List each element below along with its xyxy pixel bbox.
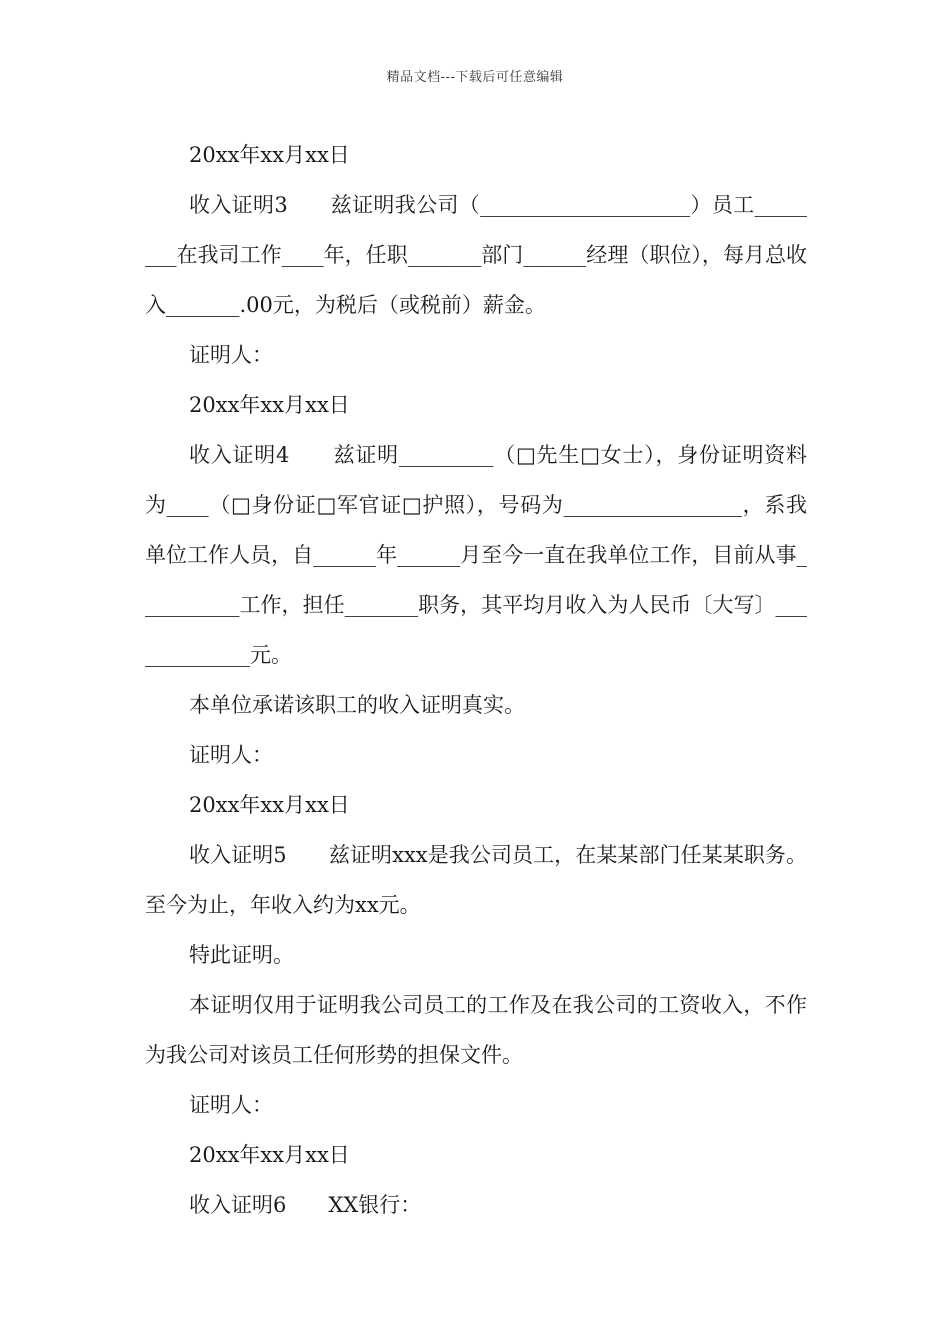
date-line: 20xx年xx月xx日 bbox=[189, 143, 350, 167]
commitment-line: 本单位承诺该职工的收入证明真实。 bbox=[189, 693, 525, 717]
income-certificate-6: 收入证明6 XX银行： bbox=[189, 1193, 422, 1217]
certifier-line: 证明人： bbox=[189, 343, 273, 367]
income-certificate-4: 收入证明4 兹证明_________（□先生□女士），身份证明资料为____（□身份证□军官证□护照），号码为_________________，系我单位工作人员，自______年______月至今一直在我单位工作，目前从事__________工作，担任_______职务，其平均月收入为人民币〔大写〕_____________元。 bbox=[145, 443, 807, 667]
income-certificate-3: 收入证明3 兹证明我公司（____________________）员工________在我司工作____年，任职_______部门______经理（职位），每月总收入_______.00元，为税后（或税前）薪金。 bbox=[145, 193, 807, 317]
date-line: 20xx年xx月xx日 bbox=[189, 393, 350, 417]
certifier-line: 证明人： bbox=[189, 1093, 273, 1117]
hereby-certify-line: 特此证明。 bbox=[189, 943, 294, 967]
page-header: 精品文档---下载后可任意编辑 bbox=[386, 70, 564, 85]
document-body bbox=[145, 130, 807, 1230]
certifier-line: 证明人： bbox=[189, 743, 273, 767]
date-line: 20xx年xx月xx日 bbox=[189, 793, 350, 817]
date-line: 20xx年xx月xx日 bbox=[189, 1143, 350, 1167]
income-certificate-5: 收入证明5 兹证明xxx是我公司员工，在某某部门任某某职务。至今为止，年收入约为xx元。 bbox=[145, 843, 807, 917]
usage-disclaimer: 本证明仅用于证明我公司员工的工作及在我公司的工资收入，不作为我公司对该员工任何形势的担保文件。 bbox=[145, 993, 807, 1067]
